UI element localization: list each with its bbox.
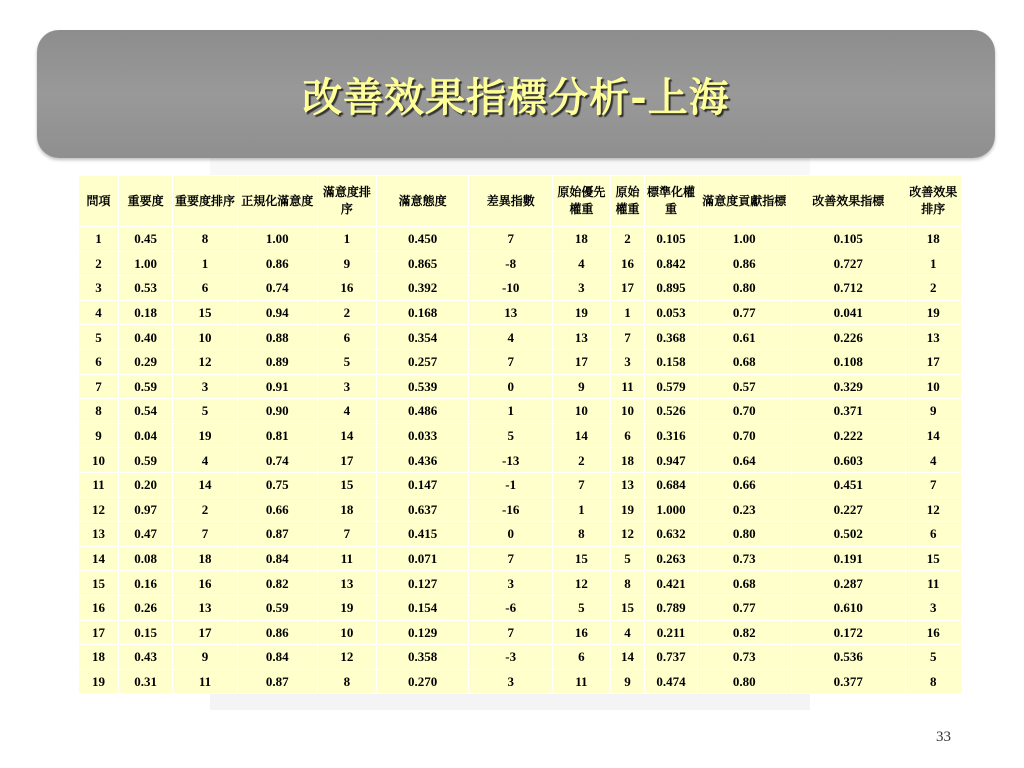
table-cell: 0.86 (237, 251, 317, 276)
table-row (79, 300, 962, 325)
table-cell: 1 (317, 227, 376, 252)
table-cell: 0.354 (377, 325, 469, 350)
table-cell: 11 (317, 546, 376, 571)
table-cell: 3 (469, 669, 553, 694)
table-cell: 0.80 (697, 522, 791, 547)
table-header-row (79, 176, 962, 227)
table-cell: 10 (610, 399, 645, 424)
column-header: 重要度 (118, 176, 172, 227)
table-cell: 8 (553, 522, 610, 547)
table-cell: 12 (79, 497, 119, 522)
table-cell: 18 (173, 546, 238, 571)
table-cell: 10 (173, 325, 238, 350)
table-cell: 15 (610, 595, 645, 620)
table-cell: 0.74 (237, 276, 317, 301)
table-cell: 14 (317, 423, 376, 448)
table-cell: 7 (469, 546, 553, 571)
table-cell: 0.368 (645, 325, 697, 350)
table-cell: 0.57 (697, 374, 791, 399)
table-cell: 3 (553, 276, 610, 301)
table-cell: 14 (79, 546, 119, 571)
column-header: 標準化權重 (645, 176, 697, 227)
table-cell: 6 (905, 522, 961, 547)
table-cell: 0.071 (377, 546, 469, 571)
table-cell: 0.436 (377, 448, 469, 473)
table-cell: 5 (79, 325, 119, 350)
table-cell: 0.70 (697, 399, 791, 424)
table-cell: 18 (905, 227, 961, 252)
table-cell: 11 (610, 374, 645, 399)
table-cell: 6 (610, 423, 645, 448)
table-cell: -13 (469, 448, 553, 473)
table-cell: 0.70 (697, 423, 791, 448)
table-cell: 0.80 (697, 276, 791, 301)
table-cell: 0.73 (697, 546, 791, 571)
table-cell: 10 (79, 448, 119, 473)
table-cell: 0.637 (377, 497, 469, 522)
table-cell: 13 (79, 522, 119, 547)
table-container (78, 175, 962, 694)
table-cell: 0.227 (791, 497, 905, 522)
table-cell: 4 (173, 448, 238, 473)
table-cell: 14 (610, 645, 645, 670)
table-cell: -8 (469, 251, 553, 276)
table-cell: 5 (173, 399, 238, 424)
table-cell: 3 (317, 374, 376, 399)
table-cell: -10 (469, 276, 553, 301)
table-cell: 0.66 (237, 497, 317, 522)
table-cell: 14 (553, 423, 610, 448)
table-cell: 16 (173, 571, 238, 596)
table-cell: 19 (905, 300, 961, 325)
table-cell: 16 (317, 276, 376, 301)
table-cell: 3 (469, 571, 553, 596)
column-header: 問項 (79, 176, 119, 227)
table-cell: 7 (905, 472, 961, 497)
table-cell: 10 (317, 620, 376, 645)
table-cell: 0.316 (645, 423, 697, 448)
table-cell: 3 (610, 349, 645, 374)
table-cell: 0.415 (377, 522, 469, 547)
table-row (79, 669, 962, 694)
table-cell: 0.74 (237, 448, 317, 473)
table-cell: 0.789 (645, 595, 697, 620)
table-cell: 9 (553, 374, 610, 399)
table-cell: 16 (79, 595, 119, 620)
table-cell: 1 (173, 251, 238, 276)
table-cell: 1 (610, 300, 645, 325)
table-cell: 19 (317, 595, 376, 620)
table-row (79, 448, 962, 473)
table-cell: 4 (469, 325, 553, 350)
table-cell: 0.329 (791, 374, 905, 399)
table-cell: 11 (553, 669, 610, 694)
table-cell: 0.81 (237, 423, 317, 448)
table-cell: 0.82 (237, 571, 317, 596)
table-cell: 15 (317, 472, 376, 497)
table-cell: 1.00 (237, 227, 317, 252)
table-cell: 11 (905, 571, 961, 596)
table-cell: 5 (553, 595, 610, 620)
table-cell: 12 (317, 645, 376, 670)
table-cell: 8 (610, 571, 645, 596)
table-cell: 0.59 (118, 448, 172, 473)
table-cell: 0.108 (791, 349, 905, 374)
table-row (79, 325, 962, 350)
column-header: 滿意態度 (377, 176, 469, 227)
table-row (79, 546, 962, 571)
table-cell: 0.451 (791, 472, 905, 497)
table-cell: 6 (317, 325, 376, 350)
table-cell: 0.66 (697, 472, 791, 497)
table-cell: 0.80 (697, 669, 791, 694)
table-cell: 2 (79, 251, 119, 276)
table-cell: 0.84 (237, 546, 317, 571)
table-cell: 1 (79, 227, 119, 252)
table-cell: 9 (79, 423, 119, 448)
table-cell: 2 (553, 448, 610, 473)
table-cell: 0.68 (697, 349, 791, 374)
table-cell: 6 (79, 349, 119, 374)
table-cell: 0.222 (791, 423, 905, 448)
table-cell: 0.29 (118, 349, 172, 374)
table-cell: 5 (905, 645, 961, 670)
table-cell: 0.26 (118, 595, 172, 620)
table-cell: 0.82 (697, 620, 791, 645)
table-cell: 0.158 (645, 349, 697, 374)
table-row (79, 349, 962, 374)
table-cell: 18 (79, 645, 119, 670)
page-number: 33 (936, 729, 951, 745)
table-cell: 0.684 (645, 472, 697, 497)
table-cell: 0.421 (645, 571, 697, 596)
table-cell: 17 (553, 349, 610, 374)
table-cell: 0.842 (645, 251, 697, 276)
table-cell: 19 (553, 300, 610, 325)
table-row (79, 227, 962, 252)
table-cell: 12 (173, 349, 238, 374)
table-cell: 14 (905, 423, 961, 448)
table-cell: 0.127 (377, 571, 469, 596)
table-cell: 19 (79, 669, 119, 694)
column-header: 原始優先權重 (553, 176, 610, 227)
table-cell: 0.91 (237, 374, 317, 399)
table-cell: 0.04 (118, 423, 172, 448)
table-cell: 0.358 (377, 645, 469, 670)
column-header: 重要度排序 (173, 176, 238, 227)
table-cell: 0.23 (697, 497, 791, 522)
table-cell: 4 (553, 251, 610, 276)
table-row (79, 276, 962, 301)
table-cell: 0.15 (118, 620, 172, 645)
table-cell: 0.172 (791, 620, 905, 645)
table-cell: 9 (317, 251, 376, 276)
table-cell: 7 (469, 227, 553, 252)
table-row (79, 423, 962, 448)
table-cell: 9 (905, 399, 961, 424)
table-cell: 16 (905, 620, 961, 645)
table-cell: 16 (553, 620, 610, 645)
table-cell: 0 (469, 522, 553, 547)
column-header: 原始權重 (610, 176, 645, 227)
table-row (79, 399, 962, 424)
table-cell: 4 (79, 300, 119, 325)
table-cell: 7 (79, 374, 119, 399)
table-cell: 0.895 (645, 276, 697, 301)
table-cell: 4 (610, 620, 645, 645)
table-cell: 1 (905, 251, 961, 276)
table-cell: 0.94 (237, 300, 317, 325)
table-cell: 5 (610, 546, 645, 571)
table-cell: 0.947 (645, 448, 697, 473)
table-cell: 0.712 (791, 276, 905, 301)
table-cell: 0.154 (377, 595, 469, 620)
table-cell: 12 (610, 522, 645, 547)
table-cell: 0.147 (377, 472, 469, 497)
table-cell: 0.053 (645, 300, 697, 325)
table-cell: 3 (173, 374, 238, 399)
table-cell: 0.737 (645, 645, 697, 670)
table-cell: 15 (173, 300, 238, 325)
table-cell: 8 (317, 669, 376, 694)
table-cell: 2 (905, 276, 961, 301)
column-header: 改善效果排序 (905, 176, 961, 227)
table-cell: 0.87 (237, 522, 317, 547)
table-cell: 11 (173, 669, 238, 694)
table-cell: 1 (553, 497, 610, 522)
table-row (79, 595, 962, 620)
table-cell: 15 (553, 546, 610, 571)
table-row (79, 251, 962, 276)
table-cell: 0.84 (237, 645, 317, 670)
table-cell: 0.486 (377, 399, 469, 424)
table-cell: 0.77 (697, 300, 791, 325)
table-row (79, 497, 962, 522)
column-header: 正規化滿意度 (237, 176, 317, 227)
table-cell: 0.87 (237, 669, 317, 694)
table-cell: 0.263 (645, 546, 697, 571)
table-cell: 17 (317, 448, 376, 473)
table-cell: 7 (553, 472, 610, 497)
table-cell: 0.033 (377, 423, 469, 448)
table-cell: 0.61 (697, 325, 791, 350)
table-cell: 0.68 (697, 571, 791, 596)
table-cell: 19 (173, 423, 238, 448)
table-cell: 1.00 (118, 251, 172, 276)
slide-title: 改善效果指標分析-上海 (302, 73, 730, 121)
table-cell: 6 (173, 276, 238, 301)
table-cell: 0.526 (645, 399, 697, 424)
table-cell: 0.105 (645, 227, 697, 252)
table-cell: 7 (610, 325, 645, 350)
table-cell: 7 (317, 522, 376, 547)
table-cell: 7 (173, 522, 238, 547)
table-cell: 10 (905, 374, 961, 399)
table-cell: 13 (905, 325, 961, 350)
table-cell: 2 (317, 300, 376, 325)
table-cell: 1.000 (645, 497, 697, 522)
table-cell: 0.536 (791, 645, 905, 670)
table-cell: 0.75 (237, 472, 317, 497)
table-cell: 13 (173, 595, 238, 620)
column-header: 差異指數 (469, 176, 553, 227)
table-cell: 0.08 (118, 546, 172, 571)
table-row (79, 374, 962, 399)
column-header: 滿意度貢獻指標 (697, 176, 791, 227)
table-cell: 0.105 (791, 227, 905, 252)
table-cell: 0.539 (377, 374, 469, 399)
table-cell: 0.632 (645, 522, 697, 547)
table-cell: 0.610 (791, 595, 905, 620)
table-cell: 1 (469, 399, 553, 424)
table-cell: 8 (173, 227, 238, 252)
table-cell: 12 (905, 497, 961, 522)
table-cell: 0.270 (377, 669, 469, 694)
table-cell: 8 (905, 669, 961, 694)
table-cell: 0.59 (237, 595, 317, 620)
table-row (79, 645, 962, 670)
table-cell: 0.727 (791, 251, 905, 276)
table-cell: 10 (553, 399, 610, 424)
table-cell: 17 (79, 620, 119, 645)
table-cell: 18 (610, 448, 645, 473)
table-cell: 14 (173, 472, 238, 497)
table-cell: 15 (905, 546, 961, 571)
table-cell: 2 (610, 227, 645, 252)
table-cell: 13 (610, 472, 645, 497)
table-cell: 0.47 (118, 522, 172, 547)
table-cell: 5 (317, 349, 376, 374)
table-cell: 0.211 (645, 620, 697, 645)
table-cell: 13 (469, 300, 553, 325)
table-cell: 9 (610, 669, 645, 694)
table-cell: 15 (79, 571, 119, 596)
table-cell: 0.502 (791, 522, 905, 547)
table-cell: 0.226 (791, 325, 905, 350)
table-cell: 13 (317, 571, 376, 596)
table-cell: -16 (469, 497, 553, 522)
table-row (79, 522, 962, 547)
table-cell: -1 (469, 472, 553, 497)
table-cell: 0.86 (697, 251, 791, 276)
table-row (79, 620, 962, 645)
table-cell: 0.168 (377, 300, 469, 325)
table-cell: 0.89 (237, 349, 317, 374)
table-cell: 17 (173, 620, 238, 645)
table-cell: 0.16 (118, 571, 172, 596)
table-cell: 0.40 (118, 325, 172, 350)
table-cell: 7 (469, 349, 553, 374)
table-cell: 0.191 (791, 546, 905, 571)
table-cell: 19 (610, 497, 645, 522)
table-body (79, 227, 962, 694)
table-cell: 0.371 (791, 399, 905, 424)
table-cell: 0.97 (118, 497, 172, 522)
title-bar (37, 30, 995, 158)
table-cell: 8 (79, 399, 119, 424)
table-cell: 0.041 (791, 300, 905, 325)
table-cell: 17 (610, 276, 645, 301)
table-cell: 7 (469, 620, 553, 645)
table-cell: 3 (79, 276, 119, 301)
table-cell: 5 (469, 423, 553, 448)
table-cell: 0.579 (645, 374, 697, 399)
table-cell: 11 (79, 472, 119, 497)
table-cell: 0.45 (118, 227, 172, 252)
table-cell: 2 (173, 497, 238, 522)
table-cell: 0.54 (118, 399, 172, 424)
table-cell: -3 (469, 645, 553, 670)
table-cell: 0.129 (377, 620, 469, 645)
table-cell: 0.90 (237, 399, 317, 424)
table-cell: 0.865 (377, 251, 469, 276)
table-cell: 0.86 (237, 620, 317, 645)
table-cell: 17 (905, 349, 961, 374)
table-cell: 3 (905, 595, 961, 620)
table-cell: 0.603 (791, 448, 905, 473)
table-cell: 0.18 (118, 300, 172, 325)
table-cell: 0.20 (118, 472, 172, 497)
table-cell: 4 (317, 399, 376, 424)
table-cell: 0 (469, 374, 553, 399)
table-cell: 0.377 (791, 669, 905, 694)
table-cell: 18 (553, 227, 610, 252)
table-cell: 16 (610, 251, 645, 276)
column-header: 滿意度排序 (317, 176, 376, 227)
table-row (79, 472, 962, 497)
table-cell: 0.474 (645, 669, 697, 694)
table-cell: 0.257 (377, 349, 469, 374)
table-cell: 0.392 (377, 276, 469, 301)
table-cell: 1.00 (697, 227, 791, 252)
table-cell: 0.77 (697, 595, 791, 620)
table-cell: 0.31 (118, 669, 172, 694)
table-row (79, 571, 962, 596)
table-cell: 0.53 (118, 276, 172, 301)
table-cell: 0.43 (118, 645, 172, 670)
table-cell: 6 (553, 645, 610, 670)
table-cell: 4 (905, 448, 961, 473)
table-cell: 0.64 (697, 448, 791, 473)
table-cell: 12 (553, 571, 610, 596)
table-cell: 0.450 (377, 227, 469, 252)
table-cell: 0.287 (791, 571, 905, 596)
table-cell: 0.59 (118, 374, 172, 399)
column-header: 改善效果指標 (791, 176, 905, 227)
table-cell: 13 (553, 325, 610, 350)
table-cell: 18 (317, 497, 376, 522)
table-cell: 9 (173, 645, 238, 670)
table-cell: 0.88 (237, 325, 317, 350)
improvement-index-table (78, 175, 962, 694)
table-cell: -6 (469, 595, 553, 620)
table-cell: 0.73 (697, 645, 791, 670)
